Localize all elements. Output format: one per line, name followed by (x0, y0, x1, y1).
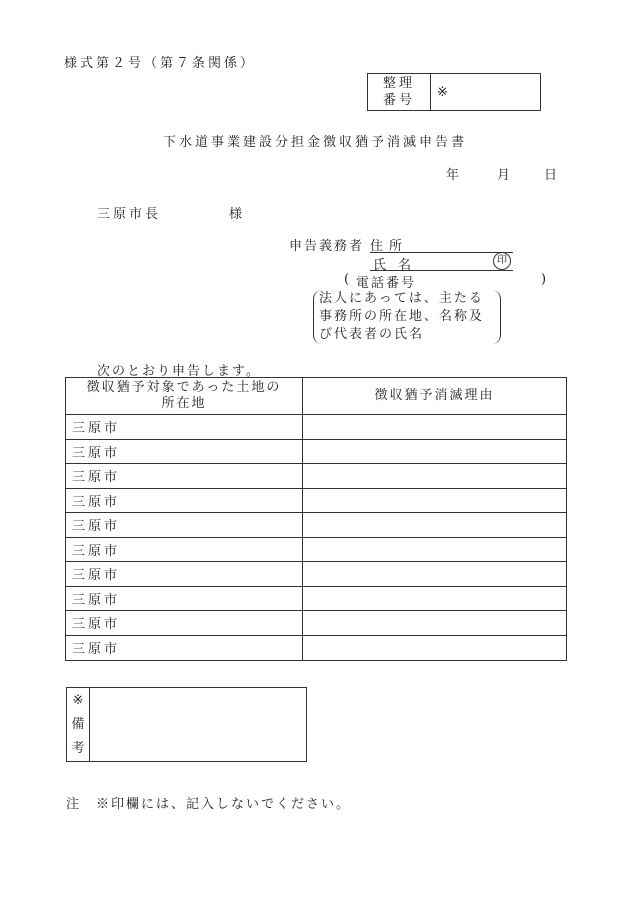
reason-cell[interactable] (303, 415, 566, 440)
footnote: 注 ※印欄には、記入しないでください。 (66, 797, 352, 812)
reason-cell[interactable] (303, 636, 566, 661)
remarks-box (66, 687, 307, 762)
intro-text: 次のとおり申告します。 (97, 364, 261, 379)
reason-cell[interactable] (303, 538, 566, 563)
phone-bracket-open: ( (344, 272, 350, 287)
reference-number-label (368, 74, 431, 110)
declaration-table (65, 377, 567, 661)
location-cell[interactable]: 三原市 (66, 562, 303, 587)
form-number: 様式第２号（第７条関係） (64, 56, 257, 71)
filer-label: 申告義務者 (289, 239, 365, 254)
location-cell[interactable]: 三原市 (66, 513, 303, 538)
location-cell[interactable]: 三原市 (66, 489, 303, 514)
reason-cell[interactable] (303, 464, 566, 489)
reference-number-value: ※ (437, 84, 448, 100)
header-reason: 徴収猶予消滅理由 (303, 378, 566, 415)
location-cell[interactable]: 三原市 (66, 611, 303, 636)
reason-cell[interactable] (303, 562, 566, 587)
location-cell[interactable]: 三原市 (66, 464, 303, 489)
date-month-label: 月 (497, 168, 511, 183)
location-cell[interactable]: 三原市 (66, 415, 303, 440)
header-location: 徴収猶予対象であった土地の 所在地 (66, 378, 303, 415)
remarks-mark: ※ (72, 693, 84, 708)
name-label: 氏名 (373, 258, 424, 273)
reference-number-box (367, 73, 541, 111)
location-cell[interactable]: 三原市 (66, 587, 303, 612)
address-label: 住所 (370, 239, 409, 254)
phone-label: 電話番号 (356, 276, 417, 291)
remarks-char-2: 考 (71, 741, 85, 756)
location-cell[interactable]: 三原市 (66, 636, 303, 661)
reference-label-line1: 整理 (382, 76, 415, 91)
location-cell[interactable]: 三原市 (66, 538, 303, 563)
document-title: 下水道事業建設分担金徴収猶予消滅申告書 (162, 135, 467, 150)
date-day-label: 日 (544, 168, 558, 183)
addressee: 三原市長 (97, 207, 162, 222)
remarks-field[interactable] (90, 688, 306, 761)
reason-cell[interactable] (303, 440, 566, 465)
reason-cell[interactable] (303, 611, 566, 636)
address-field-line[interactable] (370, 252, 513, 253)
seal-mark-icon: 印 (493, 252, 511, 270)
name-field-line[interactable] (370, 270, 513, 271)
reason-cell[interactable] (303, 489, 566, 514)
phone-bracket-close: ) (541, 272, 547, 287)
reason-cell[interactable] (303, 513, 566, 538)
honorific: 様 (229, 207, 243, 222)
reference-label-line2: 番号 (382, 93, 415, 108)
corporate-note: 法人にあっては、主たる事務所の所在地、名称及び代表者の氏名 (313, 290, 501, 344)
location-cell[interactable]: 三原市 (66, 440, 303, 465)
remarks-char-1: 備 (71, 717, 85, 732)
remarks-label (67, 688, 90, 761)
reason-cell[interactable] (303, 587, 566, 612)
date-year-label: 年 (446, 168, 460, 183)
